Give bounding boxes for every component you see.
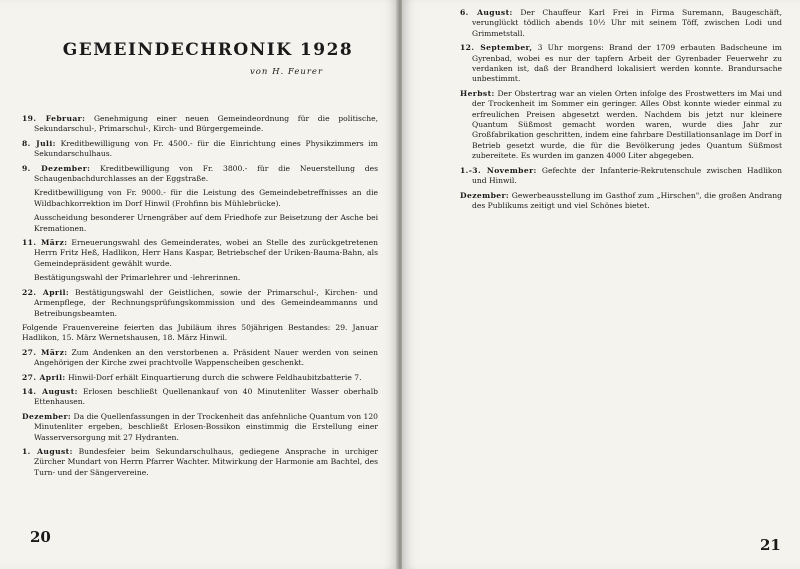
chronicle-entry — [22, 387, 378, 408]
chronicle-paragraph: Folgende Frauenvereine feierten das Jubiläum ihres 50jährigen Bestandes: 29. Januar Hadlikon, 15. März Wernetshausen, 18. März Hinwil. — [22, 322, 378, 343]
right-column — [460, 8, 782, 215]
entry-date: 27. April: — [22, 372, 66, 382]
entry-date: 9. Dezember: — [22, 163, 91, 173]
chronicle-entry — [460, 43, 782, 85]
entry-date: Dezember: — [460, 190, 510, 200]
entry-date: Herbst: — [460, 88, 495, 98]
entry-text: Bundesfeier beim Sekundarschulhaus, gediegene Ansprache in urchiger Zürcher Mundart von Herrn Pfarrer Wachter. Mitwirkung der Harmonie am Bachtel, des Turn- und der Sängervereine. — [34, 446, 378, 477]
chronicle-entry — [22, 412, 378, 443]
chronicle-entry — [460, 8, 782, 39]
entry-text: Gewerbeausstellung im Gasthof zum „Hirschen", die großen Andrang des Publikums zeitigt und viel Schönes bietet. — [472, 190, 782, 210]
chronicle-entry — [22, 238, 378, 269]
entry-date: 1. August: — [22, 446, 73, 456]
entry-text: Kreditbewilligung von Fr. 3800.- für die Neuerstellung des Schaugenbachdurchlasses an der Eggstraße. — [34, 163, 378, 184]
page-number-left: 20 — [30, 528, 51, 546]
entry-text: Bestätigungswahl der Geistlichen, sowie der Primarschul-, Kirchen- und Armenpflege, der Rechnungsprüfungskommission und des Gemeindeammanns und Betreibungsbeamten. — [34, 287, 378, 318]
entry-text: Genehmigung einer neuen Gemeindeordnung für die politische, Sekundarschul-, Primarschul-, Kirch- und Bürgergemeinde. — [34, 114, 378, 134]
entry-text: Der Obstertrag war an vielen Orten infolge des Frostwetters im Mai und der Trockenheit im Sommer ein geringer. Alles Obst konnte wieder einmal zu erfreulichen Preisen abgesetzt werden. Nachdem bis jetzt nur kleinere Quantum Süßmost gemacht worden waren, wurde dies Jahr zur Großfabrikation geschritten, indem eine fahrbare Destillationsanlage im Dorf in Betrieb gesetzt wurde, die für die Bevölkerung jedes Quantum Süßmost zubereitete. Es wurden im ganzen 4000 Liter abgegeben. — [472, 88, 782, 161]
chronicle-entry — [22, 114, 378, 135]
author-line: von H. Feurer — [250, 67, 324, 77]
chronicle-title: GEMEINDECHRONIK 1928 — [62, 40, 354, 60]
entry-text: Kreditbewilligung von Fr. 4500.- für die Einrichtung eines Physikzimmers im Sekundarschulhaus. — [34, 138, 378, 159]
entry-text: Zum Andenken an den verstorbenen a. Präsident Nauer werden von seinen Angehörigen der Kirche zwei prachtvolle Wappenscheiben geschenkt. — [34, 347, 378, 368]
chronicle-entry — [22, 447, 378, 478]
entry-text: Da die Quellenfassungen in der Trockenheit das anfehnliche Quantum von 120 Minutenliter ergeben, beschließt Erlosen-Bossikon einstimmig die Erstellung einer Wasserversorgung mit 27 Hydranten. — [34, 411, 378, 442]
entry-date: 1.-3. November: — [460, 165, 537, 175]
chronicle-subentry: Kreditbewilligung von Fr. 9000.- für die Leistung des Gemeindebetreffnisses an die Wildbachkorrektion im Dorf Hinwil (Frohfinn bis Mühlebrücke). — [34, 188, 378, 208]
entry-date: Dezember: — [22, 411, 72, 421]
left-page — [0, 0, 398, 569]
chronicle-entry — [460, 89, 782, 162]
chronicle-subentry: Bestätigungswahl der Primarlehrer und -lehrerinnen. — [34, 273, 241, 283]
entry-date: 22. April: — [22, 287, 70, 297]
chronicle-entry — [22, 348, 378, 369]
entry-date: 27. März: — [22, 347, 68, 357]
chronicle-entry — [22, 373, 378, 383]
entry-date: 14. August: — [22, 386, 78, 396]
entry-date: 12. September, — [460, 43, 533, 53]
entry-text: Hinwil-Dorf erhält Einquartierung durch die schwere Feldhaubitzbatterie 7. — [65, 372, 362, 382]
chronicle-entry — [460, 166, 782, 187]
chronicle-entry — [460, 191, 782, 212]
entry-date: 6. August: — [460, 8, 513, 17]
entry-text: Erlosen beschließt Quellenankauf von 40 Minutenliter Wasser oberhalb Ettenhausen. — [34, 386, 378, 407]
chronicle-entry — [22, 139, 378, 160]
chronicle-entry — [22, 288, 378, 319]
entry-text: Der Chauffeur Karl Frei in Firma Suremann, Baugeschäft, verunglückt tödlich abends 10½ Uhr mit seinem Töff, zwischen Lodi und Grimmetstall. — [472, 8, 782, 38]
entry-text: Erneuerungswahl des Gemeinderates, wobei an Stelle des zurückgetretenen Herrn Fritz Heß, Hadlikon, Herr Hans Kaspar, Betriebschef der Uriken-Bauma-Bahn, als Gemeindepräsident gewählt wurde. — [34, 238, 378, 268]
chronicle-subentry: Ausscheidung besonderer Urnengräber auf dem Friedhofe zur Beisetzung der Asche bei Kremationen. — [34, 213, 378, 233]
entry-text: Gefechte der Infanterie-Rekrutenschule zwischen Hadlikon und Hinwil. — [472, 165, 782, 186]
page-number-right: 21 — [760, 536, 781, 554]
entry-date: 11. März: — [22, 238, 68, 248]
left-column — [22, 114, 378, 482]
entry-date: 8. Juli: — [22, 138, 56, 148]
entry-text: 3 Uhr morgens: Brand der 1709 erbauten Badscheune im Gyrenbad, wobei es nur der tapfern Arbeit der Gyrenbader Feuerwehr zu verdanken ist, daß der Brandherd lokalisiert werden konnte. Brandursache unbestimmt. — [472, 43, 783, 84]
chronicle-entry — [22, 164, 378, 185]
entry-date: 19. Februar: — [22, 114, 86, 123]
